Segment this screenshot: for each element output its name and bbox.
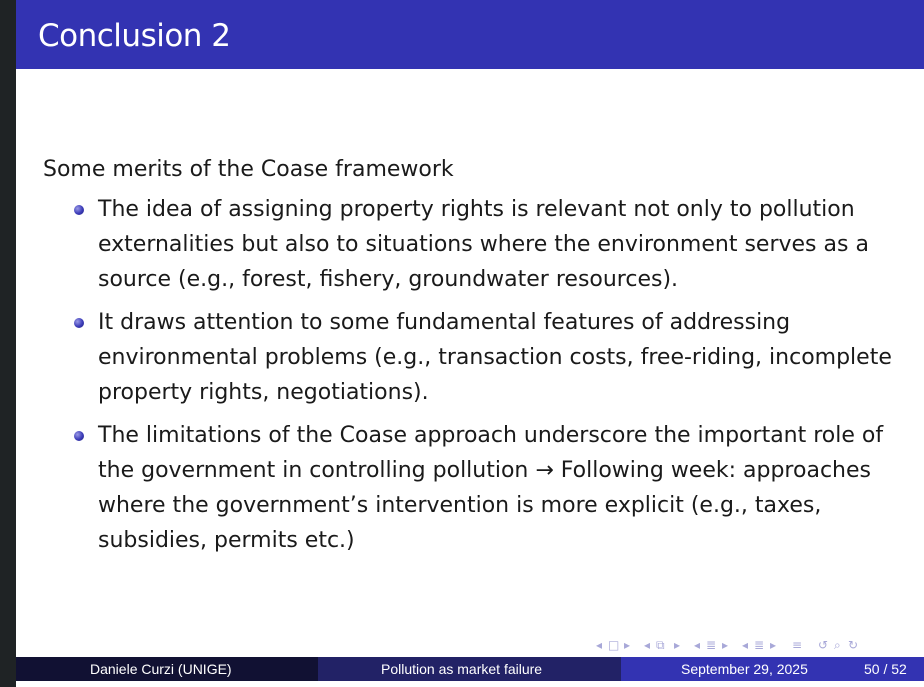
slide <box>16 0 924 687</box>
list-item <box>43 192 913 297</box>
slide-title: Conclusion 2 <box>38 18 231 54</box>
section-icon[interactable]: ≣ <box>706 638 717 652</box>
nav-next-arrow-icon[interactable]: ▸ <box>624 638 631 652</box>
align-icon[interactable]: ≡ <box>792 638 803 652</box>
forward-icon[interactable]: ↻ <box>848 638 859 652</box>
nav-next-arrow-icon[interactable]: ▸ <box>674 638 681 652</box>
back-forward-icon[interactable]: ↺ <box>818 638 829 652</box>
search-zoom-icon[interactable]: ⌕ <box>834 638 841 652</box>
footer-author: Daniele Curzi (UNIGE) <box>90 661 232 677</box>
bullet-text: The limitations of the Coase approach underscore the important role of the government in controlling pollution → Following week: approaches where the government’s intervention is more explicit (e.g., taxes, subsidies, permits etc.) <box>98 423 884 553</box>
bullet-icon <box>74 318 84 328</box>
bullet-text: It draws attention to some fundamental features of addressing environmental problems (e.g., transaction costs, free-riding, incomplete property rights, negotiations). <box>98 310 892 405</box>
bullet-icon <box>74 431 84 441</box>
footer-short-title: Pollution as market failure <box>381 661 543 677</box>
frame-icon[interactable]: □ <box>608 638 620 652</box>
nav-next-arrow-icon[interactable]: ▸ <box>770 638 777 652</box>
nav-prev-arrow-icon[interactable]: ◂ <box>694 638 701 652</box>
bullet-icon <box>74 205 84 215</box>
document-icon[interactable]: ≣ <box>754 638 765 652</box>
intro-text: Some merits of the Coase framework <box>43 157 454 182</box>
subsection-icon[interactable]: ⧉ <box>656 638 665 652</box>
footer <box>16 657 924 681</box>
footer-date: September 29, 2025 <box>681 661 808 677</box>
nav-prev-arrow-icon[interactable]: ◂ <box>742 638 749 652</box>
navigation-bar <box>596 638 924 654</box>
nav-prev-arrow-icon[interactable]: ◂ <box>596 638 603 652</box>
list-item <box>43 418 913 558</box>
title-bar <box>16 0 924 69</box>
nav-next-arrow-icon[interactable]: ▸ <box>722 638 729 652</box>
slide-content <box>43 152 913 566</box>
nav-prev-arrow-icon[interactable]: ◂ <box>644 638 651 652</box>
list-item <box>43 305 913 410</box>
bullet-text: The idea of assigning property rights is relevant not only to pollution externalities but also to situations where the environment serves as a source (e.g., forest, fishery, groundwater resources). <box>98 197 869 292</box>
bullet-list <box>43 192 913 558</box>
page-number: 50 / 52 <box>864 661 907 677</box>
